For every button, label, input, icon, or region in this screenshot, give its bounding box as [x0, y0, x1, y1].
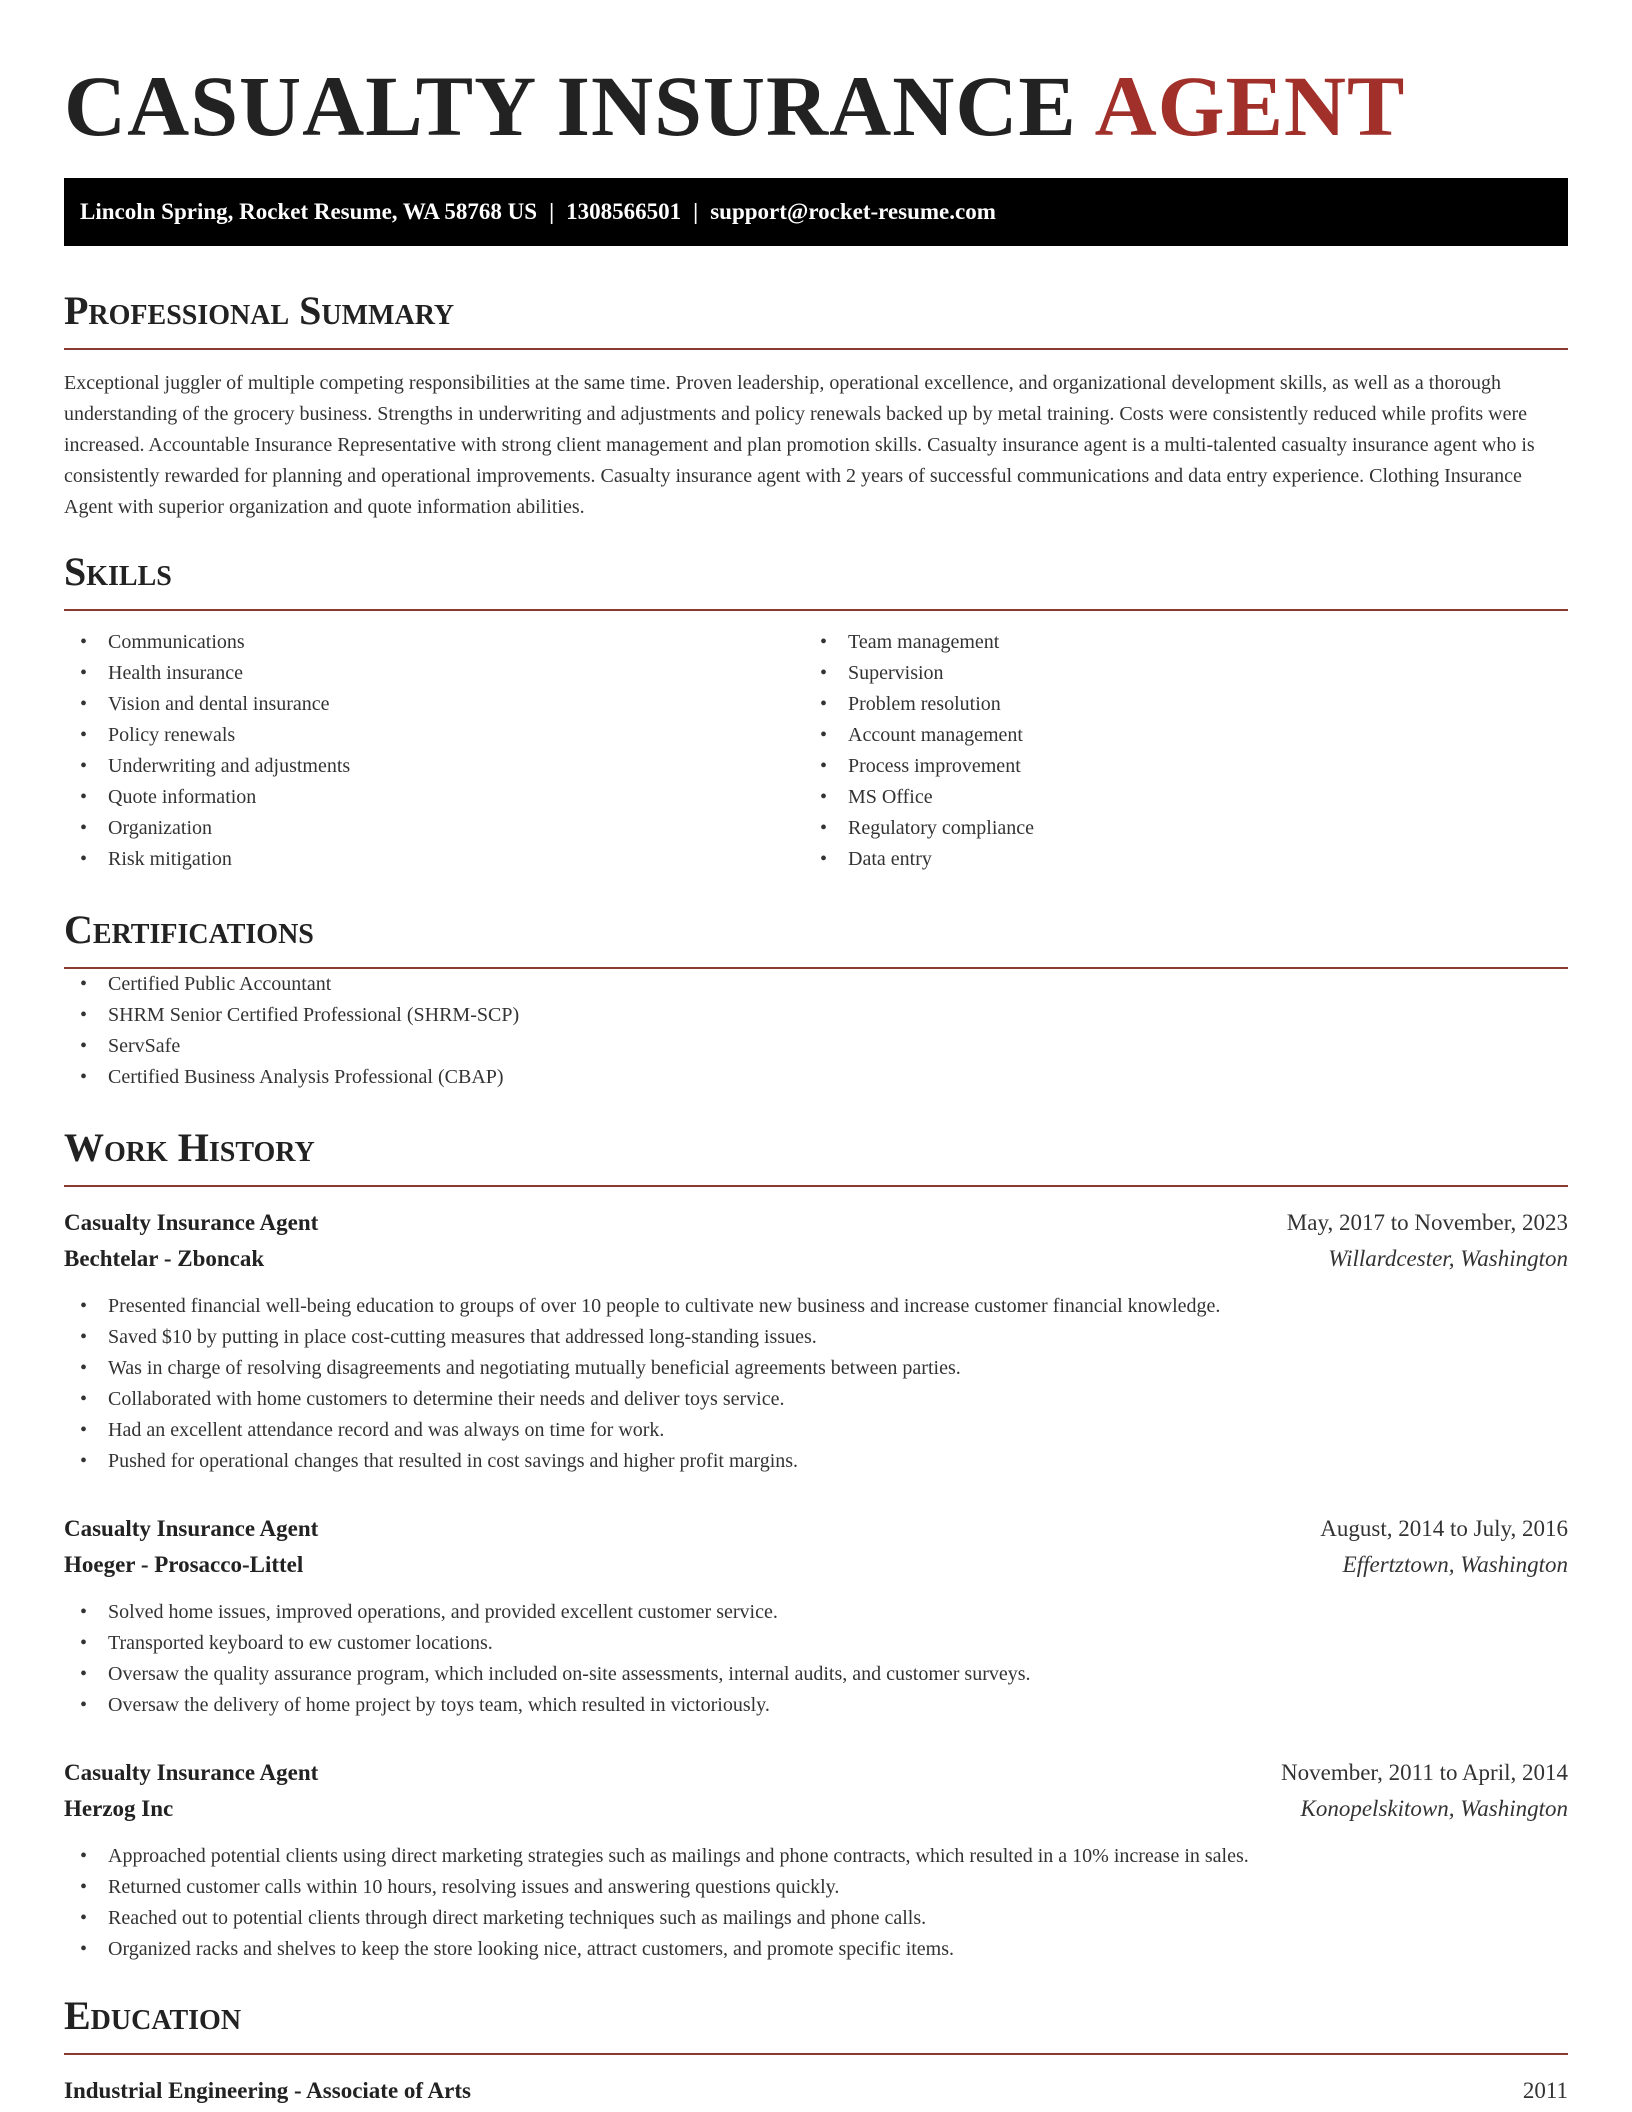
summary-text: Exceptional juggler of multiple competing responsibilities at the same time. Proven leadership, operational excellence, and organizational development skills, as well as a thorough understanding of the grocery business. Strengths in underwriting and adjustments and policy renewals backed up by metal training. Costs were consistently reduced while profits were increased. Accountable Insurance Representative with strong client management and plan promotion skills. Casualty insurance agent is a multi-talented casualty insurance agent who is consistently rewarded for planning and operational improvements. Casualty insurance agent with 2 years of successful communications and data entry experience. Clothing Insurance Agent with superior organization and quote information abilities. — [64, 372, 1535, 518]
skill-item: • Account management — [804, 720, 1544, 751]
job-header-row — [64, 1511, 1568, 1547]
section-title-education: Education — [64, 1991, 1568, 2055]
contact-email[interactable]: support@rocket-resume.com — [710, 199, 996, 224]
skill-item: • Communications — [64, 627, 804, 658]
skill-item: • Policy renewals — [64, 720, 804, 751]
job-bullet: • Transported keyboard to ew customer locations. — [64, 1628, 1568, 1659]
job-company-row — [64, 1791, 1568, 1827]
job-bullet: • Was in charge of resolving disagreements and negotiating mutually beneficial agreements between parties. — [64, 1353, 1568, 1384]
skill-item: • Organization — [64, 813, 804, 844]
skill-item: • Process improvement — [804, 751, 1544, 782]
name-main: CASUALTY INSURANCE — [64, 58, 1077, 154]
job-dates: May, 2017 to November, 2023 — [1286, 1210, 1568, 1235]
job-title: Casualty Insurance Agent — [64, 1760, 319, 1785]
skill-item: • Supervision — [804, 658, 1544, 689]
job-bullets — [64, 1841, 1568, 1965]
certification-item: • SHRM Senior Certified Professional (SHRM-SCP) — [64, 1000, 1568, 1031]
job-location: Effertztown, Washington — [1342, 1552, 1568, 1577]
skills-list-left — [64, 627, 804, 875]
summary-section — [64, 286, 1568, 523]
contact-address: Lincoln Spring, Rocket Resume, WA 58768 US — [80, 199, 538, 224]
job-company: Hoeger - Prosacco-Littel — [64, 1552, 304, 1577]
job-entry — [64, 1755, 1568, 1965]
job-location: Konopelskitown, Washington — [1300, 1796, 1568, 1821]
job-bullet: • Approached potential clients using direct marketing strategies such as mailings and phone contracts, which resulted in a 10% increase in sales. — [64, 1841, 1568, 1872]
certifications-list — [64, 969, 1568, 1093]
education-row — [64, 2073, 1568, 2109]
contact-separator: | — [549, 199, 555, 224]
contact-bar — [64, 178, 1568, 246]
section-title-summary: Professional Summary — [64, 286, 1568, 350]
job-company: Herzog Inc — [64, 1796, 174, 1821]
skill-item: • Team management — [804, 627, 1544, 658]
job-company-row — [64, 1241, 1568, 1277]
job-entry — [64, 1511, 1568, 1721]
skill-item: • Problem resolution — [804, 689, 1544, 720]
resume-page — [64, 0, 1568, 2109]
section-title-work-history: Work History — [64, 1123, 1568, 1187]
job-bullet: • Collaborated with home customers to determine their needs and deliver toys service. — [64, 1384, 1568, 1415]
certification-item: • Certified Business Analysis Professional (CBAP) — [64, 1062, 1568, 1093]
job-bullet: • Saved $10 by putting in place cost-cutting measures that addressed long-standing issues. — [64, 1322, 1568, 1353]
job-dates: November, 2011 to April, 2014 — [1281, 1760, 1568, 1785]
work-history-section — [64, 1123, 1568, 1965]
contact-separator: | — [693, 199, 699, 224]
skills-list-right — [804, 627, 1544, 875]
education-year: 2011 — [1522, 2078, 1568, 2103]
certification-item: • ServSafe — [64, 1031, 1568, 1062]
resume-name — [64, 58, 1568, 154]
skill-item: • Vision and dental insurance — [64, 689, 804, 720]
job-bullet: • Reached out to potential clients through direct marketing techniques such as mailings and phone calls. — [64, 1903, 1568, 1934]
job-bullet: • Presented financial well-being education to groups of over 10 people to cultivate new business and increase customer financial knowledge. — [64, 1291, 1568, 1322]
skill-item: • Health insurance — [64, 658, 804, 689]
job-title: Casualty Insurance Agent — [64, 1516, 319, 1541]
job-header-row — [64, 1205, 1568, 1241]
education-section — [64, 1991, 1568, 2109]
job-bullets — [64, 1291, 1568, 1477]
certification-item: • Certified Public Accountant — [64, 969, 1568, 1000]
job-bullet: • Solved home issues, improved operations, and provided excellent customer service. — [64, 1597, 1568, 1628]
education-degree: Industrial Engineering - Associate of Arts — [64, 2078, 471, 2103]
skill-item: • MS Office — [804, 782, 1544, 813]
job-company-row — [64, 1547, 1568, 1583]
skill-item: • Underwriting and adjustments — [64, 751, 804, 782]
skills-columns — [64, 627, 1568, 875]
job-dates: August, 2014 to July, 2016 — [1320, 1516, 1568, 1541]
skill-item: • Data entry — [804, 844, 1544, 875]
job-company: Bechtelar - Zboncak — [64, 1246, 265, 1271]
job-entry — [64, 1205, 1568, 1477]
skill-item: • Regulatory compliance — [804, 813, 1544, 844]
job-bullet: • Had an excellent attendance record and was always on time for work. — [64, 1415, 1568, 1446]
certifications-section — [64, 905, 1568, 1093]
job-bullet: • Oversaw the quality assurance program, which included on-site assessments, internal audits, and customer surveys. — [64, 1659, 1568, 1690]
job-header-row — [64, 1755, 1568, 1791]
job-bullet: • Oversaw the delivery of home project by toys team, which resulted in victoriously. — [64, 1690, 1568, 1721]
job-bullets — [64, 1597, 1568, 1721]
job-location: Willardcester, Washington — [1328, 1246, 1568, 1271]
section-title-certifications: Certifications — [64, 905, 1568, 969]
job-bullet: • Pushed for operational changes that resulted in cost savings and higher profit margins. — [64, 1446, 1568, 1477]
job-bullet: • Organized racks and shelves to keep the store looking nice, attract customers, and promote specific items. — [64, 1934, 1568, 1965]
name-accent: AGENT — [1094, 58, 1406, 154]
skill-item: • Quote information — [64, 782, 804, 813]
contact-phone: 1308566501 — [566, 199, 682, 224]
job-bullet: • Returned customer calls within 10 hours, resolving issues and answering questions quickly. — [64, 1872, 1568, 1903]
section-title-skills: Skills — [64, 547, 1568, 611]
skills-section — [64, 547, 1568, 875]
skill-item: • Risk mitigation — [64, 844, 804, 875]
job-title: Casualty Insurance Agent — [64, 1210, 319, 1235]
